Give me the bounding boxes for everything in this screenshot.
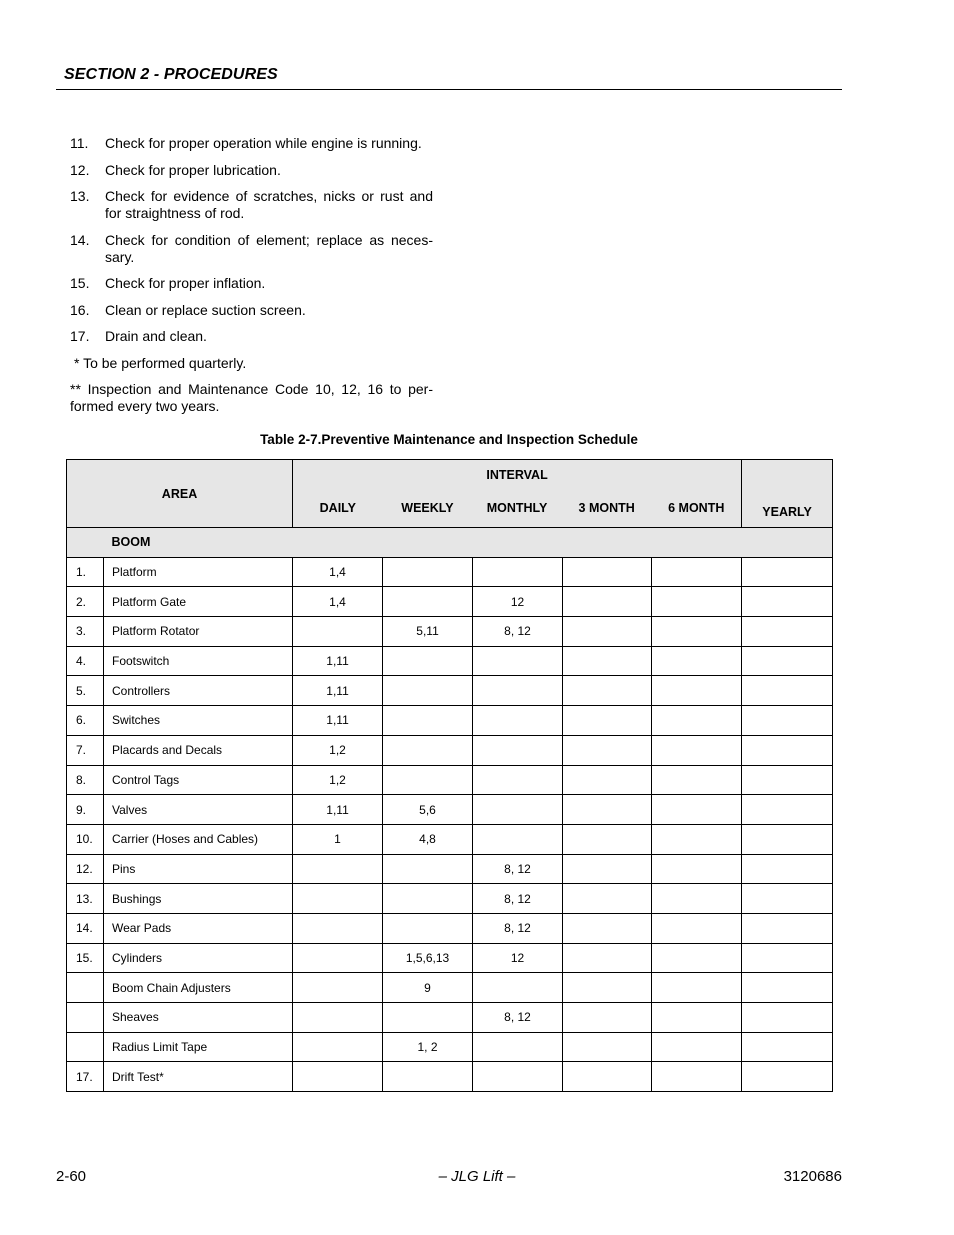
weekly-cell <box>383 735 473 765</box>
area-name: Wear Pads <box>104 913 293 943</box>
yearly-header: YEARLY <box>742 460 833 528</box>
area-name: Control Tags <box>104 765 293 795</box>
monthly-cell: 8, 12 <box>473 1003 563 1033</box>
three-month-header: 3 MONTH <box>578 501 635 515</box>
area-name: Platform Rotator <box>104 617 293 647</box>
row-number <box>67 1032 104 1062</box>
yearly-cell <box>742 706 833 736</box>
interval-title: INTERVAL <box>486 468 548 482</box>
row-number: 8. <box>67 765 104 795</box>
monthly-cell <box>473 795 563 825</box>
three-month-cell <box>563 1003 652 1033</box>
six-month-cell <box>652 943 742 973</box>
monthly-cell: 12 <box>473 587 563 617</box>
six-month-cell <box>652 706 742 736</box>
area-name: Switches <box>104 706 293 736</box>
two-year-note: ** Inspection and Maintenance Code 10, 12, 16 to per-formed every two years. <box>70 381 433 414</box>
daily-cell <box>293 1032 383 1062</box>
three-month-cell <box>563 557 652 587</box>
note-number: 12. <box>70 161 90 178</box>
table-row <box>67 735 833 765</box>
yearly-cell <box>742 676 833 706</box>
three-month-cell <box>563 1062 652 1092</box>
row-number: 12. <box>67 854 104 884</box>
note-text: Check for proper lubrication. <box>105 161 281 178</box>
yearly-cell <box>742 1003 833 1033</box>
area-name: Footswitch <box>104 646 293 676</box>
six-month-cell <box>652 676 742 706</box>
six-month-cell <box>652 913 742 943</box>
note-number: 17. <box>70 328 90 344</box>
weekly-cell <box>383 884 473 914</box>
daily-cell <box>293 913 383 943</box>
daily-cell <box>293 854 383 884</box>
three-month-cell <box>563 824 652 854</box>
area-name: Platform <box>104 557 293 587</box>
note-item <box>70 232 433 266</box>
table-row <box>67 943 833 973</box>
section-header: SECTION 2 - PROCEDURES <box>64 66 278 83</box>
weekly-cell: 4,8 <box>383 824 473 854</box>
row-number: 9. <box>67 795 104 825</box>
area-name: Radius Limit Tape <box>104 1032 293 1062</box>
daily-cell <box>293 1003 383 1033</box>
interval-columns <box>293 501 741 515</box>
daily-header: DAILY <box>319 501 356 515</box>
note-text: Drain and clean. <box>105 328 207 344</box>
daily-cell: 1,2 <box>293 735 383 765</box>
quarterly-note: * To be performed quarterly. <box>74 354 247 371</box>
daily-cell <box>293 884 383 914</box>
weekly-cell <box>383 646 473 676</box>
area-name: Cylinders <box>104 943 293 973</box>
row-number: 15. <box>67 943 104 973</box>
maintenance-schedule-table <box>66 459 833 1092</box>
weekly-cell: 9 <box>383 973 473 1003</box>
notes-list <box>70 135 433 425</box>
table-row <box>67 617 833 647</box>
table-row <box>67 1062 833 1092</box>
group-label: BOOM <box>104 528 833 558</box>
row-number <box>67 973 104 1003</box>
table-row <box>67 706 833 736</box>
monthly-cell <box>473 1032 563 1062</box>
yearly-cell <box>742 824 833 854</box>
monthly-cell: 8, 12 <box>473 617 563 647</box>
row-number: 4. <box>67 646 104 676</box>
monthly-cell: 8, 12 <box>473 913 563 943</box>
six-month-cell <box>652 795 742 825</box>
row-number: 3. <box>67 617 104 647</box>
daily-cell: 1,11 <box>293 706 383 736</box>
daily-cell: 1,4 <box>293 557 383 587</box>
note-item <box>70 302 433 319</box>
three-month-cell <box>563 913 652 943</box>
yearly-cell <box>742 587 833 617</box>
weekly-cell <box>383 765 473 795</box>
three-month-cell <box>563 676 652 706</box>
six-month-cell <box>652 735 742 765</box>
page-number: 2-60 <box>56 1168 87 1185</box>
area-name: Placards and Decals <box>104 735 293 765</box>
row-number: 17. <box>67 1062 104 1092</box>
three-month-cell <box>563 587 652 617</box>
yearly-cell <box>742 1032 833 1062</box>
weekly-cell <box>383 587 473 617</box>
six-month-cell <box>652 617 742 647</box>
daily-cell: 1,11 <box>293 676 383 706</box>
yearly-cell <box>742 854 833 884</box>
six-month-cell <box>652 646 742 676</box>
yearly-cell <box>742 943 833 973</box>
three-month-cell <box>563 795 652 825</box>
group-gap <box>67 528 104 558</box>
monthly-header: MONTHLY <box>486 501 548 515</box>
three-month-cell <box>563 973 652 1003</box>
row-number: 14. <box>67 913 104 943</box>
area-header: AREA <box>67 460 293 528</box>
table-row <box>67 587 833 617</box>
note-number: 13. <box>70 188 90 204</box>
row-number: 7. <box>67 735 104 765</box>
monthly-cell <box>473 824 563 854</box>
monthly-cell <box>473 706 563 736</box>
three-month-cell <box>563 943 652 973</box>
six-month-header: 6 MONTH <box>668 501 725 515</box>
group-row-boom <box>67 528 833 558</box>
six-month-cell <box>652 1032 742 1062</box>
area-name: Pins <box>104 854 293 884</box>
six-month-cell <box>652 973 742 1003</box>
six-month-cell <box>652 1062 742 1092</box>
daily-cell <box>293 973 383 1003</box>
three-month-cell <box>563 706 652 736</box>
monthly-cell <box>473 676 563 706</box>
area-name: Bushings <box>104 884 293 914</box>
weekly-cell <box>383 706 473 736</box>
three-month-cell <box>563 854 652 884</box>
weekly-cell: 5,11 <box>383 617 473 647</box>
table-row <box>67 1032 833 1062</box>
area-name: Controllers <box>104 676 293 706</box>
weekly-cell <box>383 913 473 943</box>
weekly-cell: 1, 2 <box>383 1032 473 1062</box>
yearly-cell <box>742 1062 833 1092</box>
header-rule <box>56 89 842 90</box>
table-row <box>67 913 833 943</box>
table-header-row <box>67 460 833 528</box>
table-row <box>67 646 833 676</box>
note-text: Check for evidence of scratches, nicks or rust and for straightness of rod. <box>105 188 433 221</box>
three-month-cell <box>563 1032 652 1062</box>
footer-brand: – JLG Lift – <box>438 1168 516 1185</box>
note-number: 11. <box>70 135 89 151</box>
table-row <box>67 824 833 854</box>
three-month-cell <box>563 617 652 647</box>
monthly-cell: 12 <box>473 943 563 973</box>
monthly-cell: 8, 12 <box>473 854 563 884</box>
row-number: 2. <box>67 587 104 617</box>
note-number: 14. <box>70 231 90 248</box>
six-month-cell <box>652 587 742 617</box>
six-month-cell <box>652 854 742 884</box>
row-number: 13. <box>67 884 104 914</box>
yearly-cell <box>742 884 833 914</box>
table-row <box>67 854 833 884</box>
area-name: Valves <box>104 795 293 825</box>
three-month-cell <box>563 646 652 676</box>
note-text: Clean or replace suction screen. <box>105 301 306 318</box>
monthly-cell: 8, 12 <box>473 884 563 914</box>
monthly-cell <box>473 973 563 1003</box>
table-row <box>67 795 833 825</box>
yearly-cell <box>742 735 833 765</box>
daily-cell: 1,11 <box>293 795 383 825</box>
weekly-cell <box>383 676 473 706</box>
note-number: 16. <box>70 301 90 318</box>
weekly-cell <box>383 1003 473 1033</box>
note-item <box>70 275 433 292</box>
daily-cell: 1 <box>293 824 383 854</box>
yearly-cell <box>742 557 833 587</box>
table-row <box>67 1003 833 1033</box>
table-title: Table 2-7.Preventive Maintenance and Inspection Schedule <box>260 432 638 447</box>
six-month-cell <box>652 557 742 587</box>
note-text: Check for proper operation while engine is running. <box>105 135 422 151</box>
row-number: 10. <box>67 824 104 854</box>
table-row <box>67 765 833 795</box>
yearly-cell <box>742 913 833 943</box>
row-number: 6. <box>67 706 104 736</box>
yearly-cell <box>742 617 833 647</box>
weekly-cell: 5,6 <box>383 795 473 825</box>
yearly-cell <box>742 646 833 676</box>
six-month-cell <box>652 824 742 854</box>
yearly-cell <box>742 973 833 1003</box>
three-month-cell <box>563 765 652 795</box>
document-number: 3120686 <box>783 1168 842 1185</box>
weekly-cell <box>383 1062 473 1092</box>
note-item <box>70 188 433 222</box>
yearly-cell <box>742 765 833 795</box>
weekly-cell <box>383 557 473 587</box>
daily-cell: 1,2 <box>293 765 383 795</box>
three-month-cell <box>563 884 652 914</box>
six-month-cell <box>652 884 742 914</box>
area-name: Platform Gate <box>104 587 293 617</box>
interval-header <box>293 460 742 528</box>
daily-cell <box>293 617 383 647</box>
six-month-cell <box>652 1003 742 1033</box>
six-month-cell <box>652 765 742 795</box>
daily-cell: 1,4 <box>293 587 383 617</box>
note-item <box>70 135 433 152</box>
row-number <box>67 1003 104 1033</box>
three-month-cell <box>563 735 652 765</box>
monthly-cell <box>473 1062 563 1092</box>
monthly-cell <box>473 557 563 587</box>
daily-cell <box>293 1062 383 1092</box>
weekly-cell: 1,5,6,13 <box>383 943 473 973</box>
area-name: Boom Chain Adjusters <box>104 973 293 1003</box>
monthly-cell <box>473 765 563 795</box>
area-name: Sheaves <box>104 1003 293 1033</box>
table-row <box>67 973 833 1003</box>
monthly-cell <box>473 735 563 765</box>
table-row <box>67 557 833 587</box>
monthly-cell <box>473 646 563 676</box>
note-text: Check for proper inflation. <box>105 275 266 291</box>
table-row <box>67 884 833 914</box>
yearly-cell <box>742 795 833 825</box>
row-number: 5. <box>67 676 104 706</box>
weekly-header: WEEKLY <box>401 501 454 515</box>
note-number: 15. <box>70 275 90 291</box>
note-item <box>70 162 433 179</box>
row-number: 1. <box>67 557 104 587</box>
daily-cell: 1,11 <box>293 646 383 676</box>
daily-cell <box>293 943 383 973</box>
note-text: Check for condition of element; replace as neces-sary. <box>105 231 433 265</box>
area-name: Carrier (Hoses and Cables) <box>104 824 293 854</box>
weekly-cell <box>383 854 473 884</box>
area-name: Drift Test* <box>104 1062 293 1092</box>
note-item <box>70 328 433 345</box>
table-row <box>67 676 833 706</box>
